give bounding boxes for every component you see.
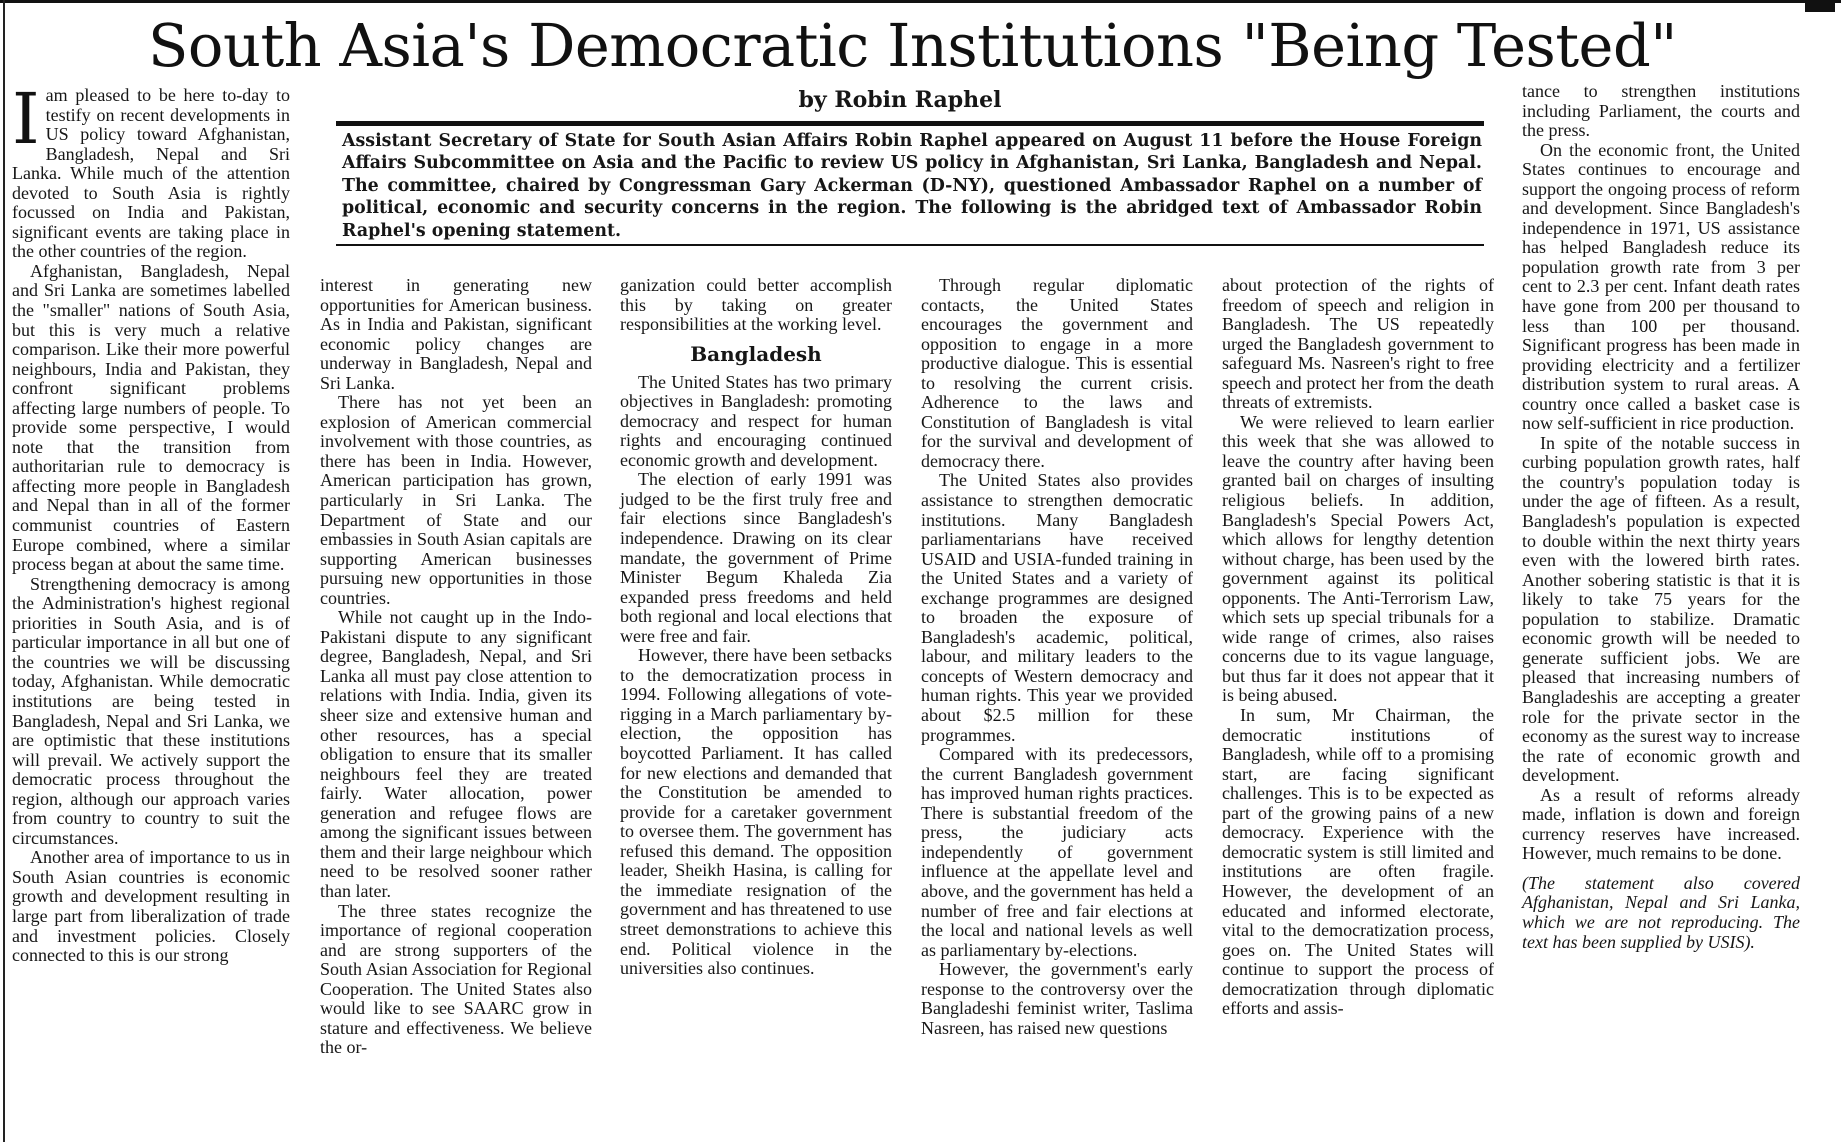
paragraph: The United States also provides assistance to strengthen democratic institutions. Many Bangladesh parliamentarians have received USAID and USIA-funded training in the United States and a variety of exchange programmes are designed to broaden the exposure of Bangladesh's academic, political, labour, and military leaders to the concepts of Western democracy and human rights. This year we provided about $2.5 million for these programmes. — [921, 470, 1193, 745]
paragraph: On the economic front, the United States continues to encourage and support the ongoing process of reform and development. Since Bangladesh's independence in 1971, US assistance has helped Bangladesh reduce its population growth rate from 3 per cent to 2.3 per cent. Infant death rates have gone from 200 per thousand to less than 100 per thousand. Significant progress has been made in providing electricity and a fertilizer distribution system to rural areas. A country once called a basket case is now self-sufficient in rice production. — [1522, 139, 1800, 434]
paragraph-text: am pleased to be here to-day to testify on recent developments in US policy toward Afghanistan, Bangladesh, Nepal and Sri Lanka. While much of the attention devoted to South Asia is rightly focussed on India and Pakistan, significant events are taking place in the other countries of the region. — [12, 85, 290, 262]
section-heading-bangladesh: Bangladesh — [690, 341, 822, 366]
standfirst: Assistant Secretary of State for South Asian Affairs Robin Raphel appeared on August 11 before the House Foreign Affairs Subcommittee on Asia and the Pacific to review US policy in Afghanistan, Sri Lanka, Bangladesh and Nepal. The committee, chaired by Congressman Gary Ackerman (D-NY), questioned Ambassador Raphel on a number of political, economic and security concerns in the region. The following is the abridged text of Ambassador Robin Raphel's opening statement. — [342, 131, 1482, 241]
paragraph: Another area of importance to us in South Asian countries is economic growth and development resulting in large part from liberalization of trade and investment policies. Closely connected to this is our strong — [12, 847, 290, 966]
standfirst-rule-top — [336, 121, 1484, 126]
paragraph: There has not yet been an explosion of American commercial involvement with those countries, as there has been in India. However, American participation has grown, particularly in Sri Lanka. The Department of State and our embassies in South Asian capitals are supporting American businesses pursuing new opportunities in those countries. — [320, 392, 592, 608]
paragraph: In sum, Mr Chairman, the democratic institutions of Bangladesh, while off to a promising start, are facing significant challenges. This is to be expected as part of the growing pains of a new democracy. Experience with the democratic system is still limited and institutions are often fragile. However, the development of an educated and informed electorate, vital to the democratization process, goes on. The United States will continue to support the process of democratization through diplomatic efforts and assis- — [1222, 705, 1494, 1019]
left-border-rule — [3, 0, 5, 1142]
column-3 — [620, 276, 892, 979]
paragraph: Strengthening democracy is among the Administration's highest regional priorities in South Asia, and is of particular importance in all but one of the countries we will be discussing today, Afghanistan. While democratic institutions are being tested in Bangladesh, Nepal and Sri Lanka, we are optimistic that these institutions will prevail. We actively support the democratic process throughout the region, although our approach varies from country to country to suit the circumstances. — [12, 573, 290, 848]
paragraph: We were relieved to learn earlier this week that she was allowed to leave the country after having been granted bail on charges of insulting religious beliefs. In addition, Bangladesh's Special Powers Act, which allows for lengthy detention without charge, has been used by the government against its political opponents. The Anti-Terrorism Law, which sets up special tribunals for a wide range of crimes, also raises concerns due to its vague language, but thus far it does not appear that it is being abused. — [1222, 411, 1494, 706]
paragraph: The United States has two primary objectives in Bangladesh: promoting democracy and respect for human rights and encouraging continued economic growth and development. — [620, 371, 892, 470]
paragraph: Afghanistan, Bangladesh, Nepal and Sri Lanka are sometimes labelled the "smaller" nations of South Asia, but this is very much a relative comparison. Like their more powerful neighbours, India and Pakistan, they confront significant problems affecting large numbers of people. To provide some perspective, I would note that the transition from authoritarian rule to democracy is affecting more people in Bangladesh and Nepal than in all of the former communist countries of Eastern Europe combined, where a similar process began at about the same time. — [12, 260, 290, 575]
paragraph: However, there have been setbacks to the democratization process in 1994. Following allegations of vote-rigging in a March parliamentary by-election, the opposition has boycotted Parliament. It has called for new elections and demanded that the Constitution be amended to provide for a caretaker government to oversee them. The government has refused this demand. The opposition leader, Sheikh Hasina, is calling for the immediate resignation of the government and has threatened to use street demonstrations to achieve this end. Political violence in the universities also continues. — [620, 645, 892, 979]
paragraph: interest in generating new opportunities for American business. As in India and Pakistan, significant economic policy changes are underway in Bangladesh, Nepal and Sri Lanka. — [320, 275, 592, 393]
paragraph: ganization could better accomplish this by taking on greater responsibilities at the working level. — [620, 275, 892, 335]
paragraph: However, the government's early response to the controversy over the Bangladeshi feminist writer, Taslima Nasreen, has raised new questions — [921, 959, 1193, 1038]
paragraph — [12, 78, 290, 262]
headline: South Asia's Democratic Institutions "Being Tested" — [148, 11, 1677, 80]
paragraph: The three states recognize the importance of regional cooperation and are strong supporters of the South Asian Association for Regional Cooperation. The United States also would like to see SAARC grow in stature and effectiveness. We believe the or- — [320, 900, 592, 1058]
drop-cap: I — [12, 78, 40, 160]
corner-mark — [1805, 0, 1835, 12]
column-1 — [12, 78, 290, 966]
paragraph: tance to strengthen institutions including Parliament, the courts and the press. — [1522, 81, 1800, 141]
paragraph: In spite of the notable success in curbing population growth rates, half the country's population today is under the age of fifteen. As a result, Bangladesh's population is expected to double within the next thirty years even with the lowered birth rates. Another sobering statistic is that it is likely to take 75 years for the population to stabilize. Dramatic economic growth will be needed to generate sufficient jobs. We are pleased that increasing numbers of Bangladeshis are accepting a greater role for the private sector in the economy as the surest way to increase the rate of economic growth and development. — [1522, 432, 1800, 786]
column-5 — [1222, 276, 1494, 1019]
paragraph: The election of early 1991 was judged to be the first truly free and fair elections since Bangladesh's independence. Drawing on its clear mandate, the government of Prime Minister Begum Khaleda Zia expanded press freedoms and held both regional and local elections that were free and fair. — [620, 469, 892, 646]
standfirst-rule-bottom — [336, 244, 1484, 246]
byline: by Robin Raphel — [798, 87, 1002, 113]
paragraph: Through regular diplomatic contacts, the United States encourages the government and opposition to engage in a more productive dialogue. This is essential to resolving the current crisis. Adherence to the laws and Constitution of Bangladesh is vital for the survival and development of democracy there. — [921, 275, 1193, 471]
top-border-rule — [0, 0, 1841, 3]
paragraph: Compared with its predecessors, the current Bangladesh government has improved human rights practices. There is substantial freedom of the press, the judiciary acts independently of government influence at the appellate level and above, and the government has held a number of free and fair elections at the local and national levels as well as parliamentary by-elections. — [921, 744, 1193, 960]
column-6 — [1522, 82, 1800, 952]
column-4 — [921, 276, 1193, 1038]
editor-note: (The statement also covered Afghanistan, Nepal and Sri Lanka, which we are not reproducing. The text has been supplied by USIS). — [1522, 872, 1800, 952]
paragraph: While not caught up in the Indo-Pakistani dispute to any significant degree, Bangladesh, Nepal, and Sri Lanka all must pay close attention to relations with India. India, given its sheer size and extensive human and other resources, has a special obligation to ensure that its smaller neighbours feel they are treated fairly. Water allocation, power generation and refugee flows are among the significant issues between them and their large neighbour which need to be resolved sooner rather than later. — [320, 607, 592, 901]
column-2 — [320, 276, 592, 1058]
paragraph: As a result of reforms already made, inflation is down and foreign currency reserves have increased. However, much remains to be done. — [1522, 784, 1800, 864]
paragraph: about protection of the rights of freedom of speech and religion in Bangladesh. The US repeatedly urged the Bangladesh government to safeguard Ms. Nasreen's right to free speech and protect her from the death threats of extremists. — [1222, 275, 1494, 413]
